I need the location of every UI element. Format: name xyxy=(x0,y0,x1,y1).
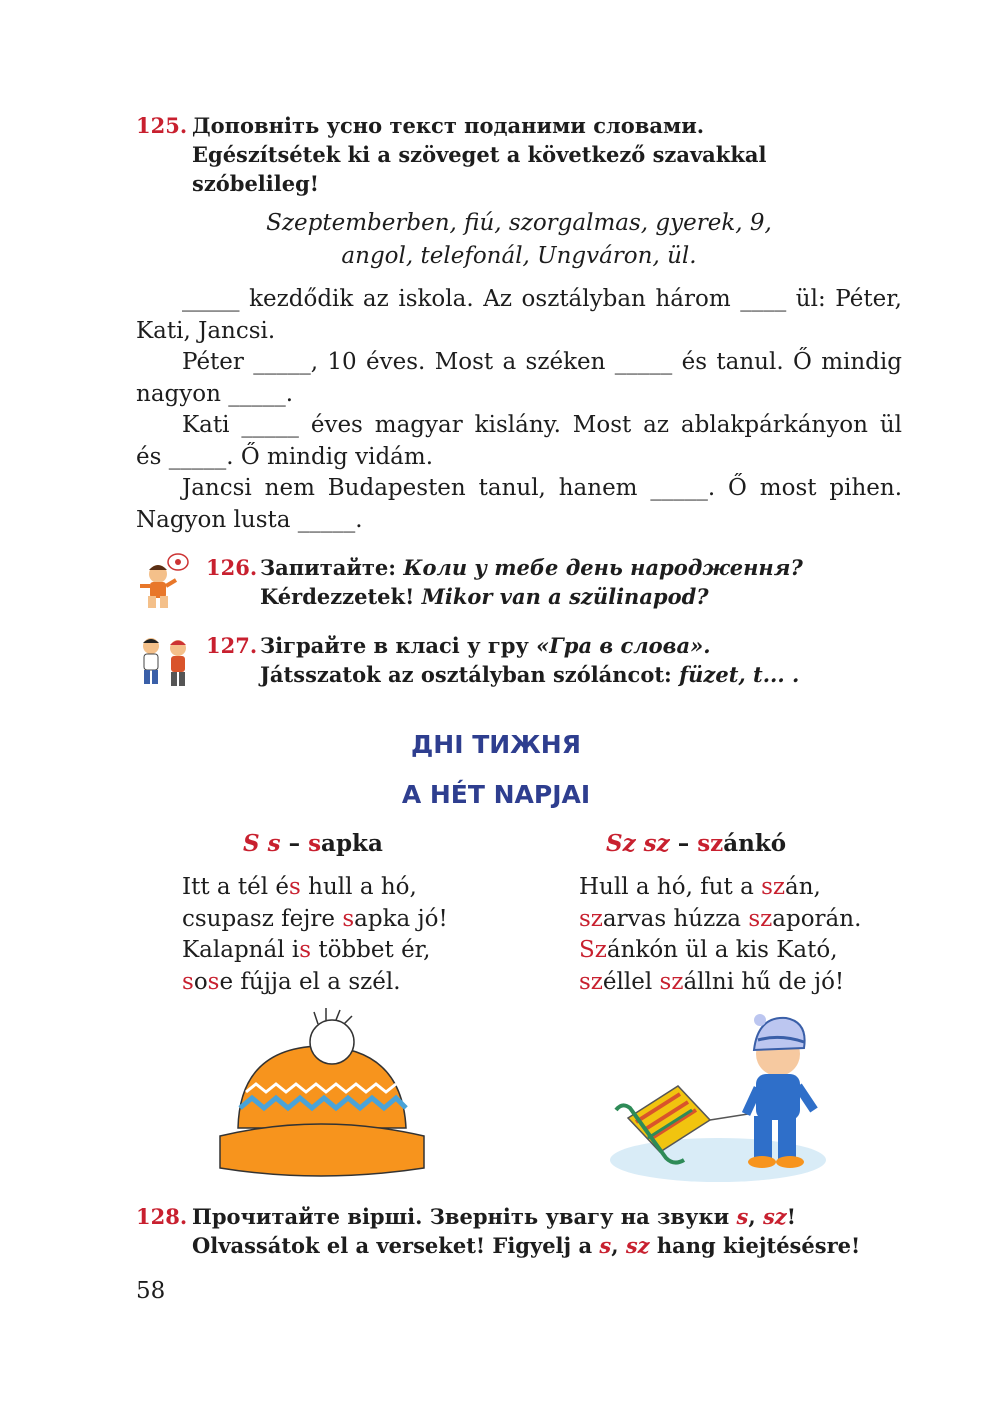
instruction-hu: Kérdezzetek! Mikor van a szülinapod? xyxy=(260,584,709,609)
poem-szanko xyxy=(579,872,861,998)
word-bank-line: angol, telefonál, Ungváron, ül. xyxy=(341,243,697,269)
instruction-ua: Зіграйте в класі у гру «Гра в слова». xyxy=(260,633,711,658)
fill-in-text xyxy=(136,284,902,536)
section-heading-ua: ДНІ ТИЖНЯ xyxy=(411,730,581,759)
poem-line: Kalapnál is többet ér, xyxy=(182,937,431,963)
instruction-ua: Запитайте: Коли у тебе день народження? xyxy=(260,555,803,580)
exercise-instruction xyxy=(260,553,803,611)
poem-line: Szánkón ül a kis Kató, xyxy=(579,937,838,963)
instruction-hu-cont: szóbelileg! xyxy=(192,171,319,196)
speaking-child-icon xyxy=(136,552,192,612)
winter-hat-icon xyxy=(210,1008,430,1188)
instruction-ua: Прочитайте вірші. Зверніть увагу на звуки s, sz! xyxy=(192,1204,796,1229)
exercise-instruction xyxy=(192,111,766,198)
poem-sapka xyxy=(182,872,448,998)
word-bank-line: Szeptemberben, fiú, szorgalmas, gyerek, 9, xyxy=(266,210,772,236)
text-line: Kati _____ éves magyar kislány. Most az ablakpárkányon ül xyxy=(182,412,902,438)
instruction-ua: Доповніть усно текст поданими словами. xyxy=(192,113,705,138)
text-line: Péter _____, 10 éves. Most a széken _____ és tanul. Ő mindig xyxy=(182,349,902,375)
exercise-instruction xyxy=(260,631,799,689)
page-number: 58 xyxy=(136,1278,166,1304)
exercise-number: 125. xyxy=(136,113,188,138)
instruction-hu: Játsszatok az osztályban szóláncot: füzet, t... . xyxy=(260,662,800,687)
poem-line: szarvas húzza szaporán. xyxy=(579,905,862,932)
section-heading-hu: A HÉT NAPJAI xyxy=(401,780,591,809)
poem-line: csupasz fejre sapka jó! xyxy=(182,905,448,932)
poem-line: széllel szállni hű de jó! xyxy=(579,968,845,995)
poem-line: Hull a hó, fut a szán, xyxy=(579,874,821,900)
exercise-number: 126. xyxy=(206,555,258,580)
poem-line: Itt a tél és hull a hó, xyxy=(182,874,417,900)
exercise-instruction xyxy=(192,1202,860,1260)
poem-line: sose fújja el a szél. xyxy=(182,968,401,995)
instruction-hu: Olvassátok el a verseket! Figyelj a s, sz hang kiejtésésre! xyxy=(192,1233,861,1258)
exercise-number: 127. xyxy=(206,633,258,658)
text-line: Kati, Jancsi. xyxy=(136,317,276,344)
poem-title-szanko: Sz sz – szánkó xyxy=(606,830,787,857)
text-line: nagyon _____. xyxy=(136,380,294,407)
child-with-sled-icon xyxy=(608,1010,828,1186)
instruction-hu: Egészítsétek ki a szöveget a következő szavakkal xyxy=(192,142,767,167)
playing-children-icon xyxy=(136,632,194,692)
exercise-number: 128. xyxy=(136,1204,188,1229)
text-line: Nagyon lusta _____. xyxy=(136,506,363,533)
poem-title-sapka: S s – sapka xyxy=(243,830,383,857)
text-line: Jancsi nem Budapesten tanul, hanem _____. Ő most pihen. xyxy=(182,475,902,501)
text-line: és _____. Ő mindig vidám. xyxy=(136,443,434,470)
word-bank xyxy=(136,207,902,273)
text-line: _____ kezdődik az iskola. Az osztályban három ____ ül: Péter, xyxy=(182,286,902,312)
